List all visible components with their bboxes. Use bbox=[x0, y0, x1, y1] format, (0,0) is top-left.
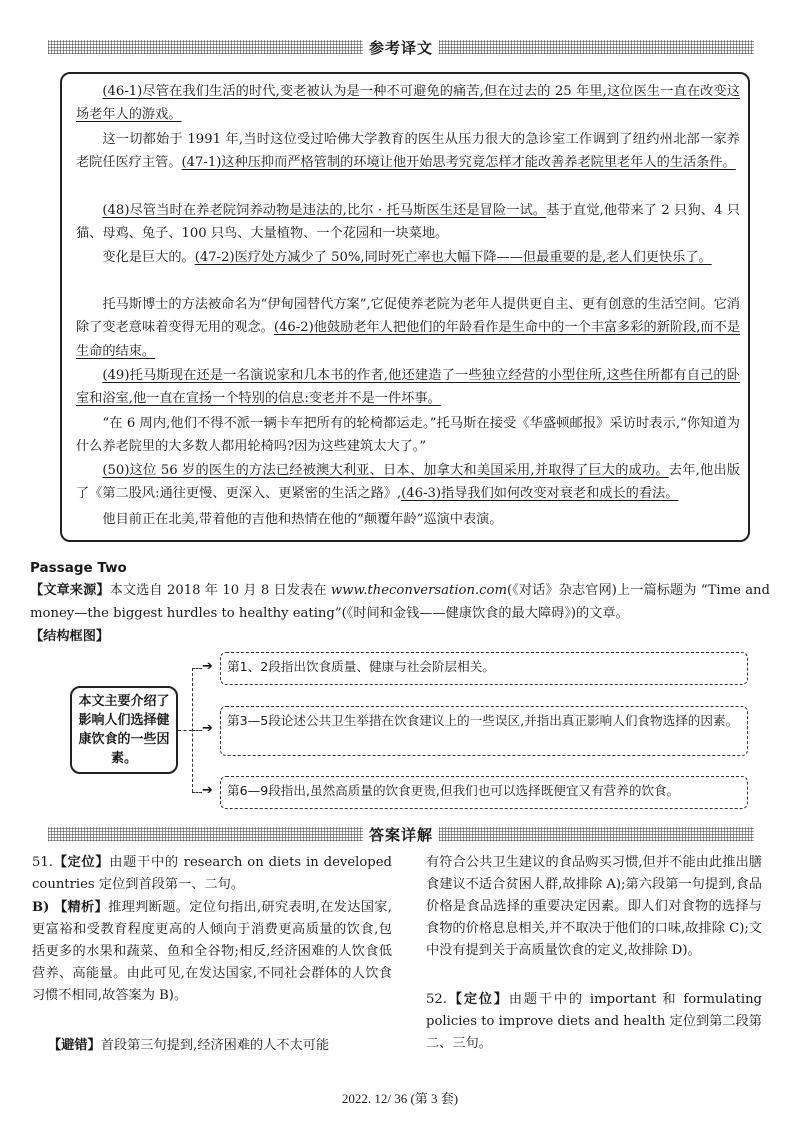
source-paragraph bbox=[30, 579, 770, 625]
source-text: 本文选自 2018 年 10 月 8 日发表在 bbox=[109, 583, 327, 598]
sentence: 他目前正在北美,带着他的吉他和热情在他的“颠覆年龄”巡演中表演。 bbox=[102, 512, 503, 527]
arrow-icon: ➔ bbox=[202, 659, 213, 674]
arrow-icon: ➔ bbox=[202, 721, 213, 736]
diagram-branch-1: 第1、2段指出饮食质量、健康与社会阶层相关。 bbox=[220, 652, 748, 685]
answer-text: 推理判断题。定位句指出,研究表明,在发达国家,更富裕和受教育程度更高的人倾向于消费更高质量的饮食,包括更多的水果和蔬菜、鱼和全谷物;相反,经济困难的人饮食低营养、高能量。由此可见,在发达国家,不同社会群体的人饮食习惯不相同,故答案为 B)。 bbox=[32, 900, 393, 1003]
structure-label: 【结构框图】 bbox=[30, 629, 110, 644]
source-title: “Time and money—the biggest hurdles to healthy eating”(《时间和金钱——健康饮食的最大障碍》)的文章。 bbox=[30, 583, 770, 621]
section-title: 答案详解 bbox=[369, 825, 434, 844]
underlined-sentence: (47-2)医疗处方减少了 50%,同时死亡率也大幅下降——但最重要的是,老人们更快乐了。 bbox=[194, 250, 712, 265]
sentence: 变化是巨大的。 bbox=[102, 250, 195, 265]
hatch-decoration bbox=[439, 40, 754, 54]
underlined-sentence: (48)尽管当时在养老院饲养动物是违法的,比尔 · 托马斯医生还是冒险一试。 bbox=[102, 203, 547, 218]
answer-51-analysis bbox=[32, 897, 392, 1007]
source-label: 【文章来源】 bbox=[30, 583, 110, 598]
diagram-branch-3: 第6—9段指出,虽然高质量的饮食更贵,但我们也可以选择既便宜又有营养的饮食。 bbox=[220, 776, 748, 809]
underlined-sentence: (46-2)他鼓励老年人把他们的年龄看作是生命中的一个丰富多彩的新阶段,而不是生命的结束。 bbox=[76, 320, 741, 359]
sentence: 基于直觉,他带来了 2 只狗、4 只猫、母鸡、兔子、100 只鸟、大量植物、一个花园和一块菜地。 bbox=[76, 203, 740, 242]
source-text: (《对话》杂志官网)上一篇标题为 bbox=[507, 583, 697, 598]
answer-text: 由题干中的 research on diets in developed countries 定位到首段第一、二句。 bbox=[32, 855, 392, 892]
question-number: 52. bbox=[426, 992, 447, 1007]
hatch-decoration bbox=[48, 40, 363, 54]
section-header-reference-translation bbox=[48, 36, 754, 58]
tag-locate: 【定位】 bbox=[446, 992, 509, 1007]
answer-51-locate bbox=[32, 852, 392, 896]
translation-paragraph-5 bbox=[76, 293, 740, 363]
connector-line bbox=[192, 668, 202, 669]
translation-paragraph-9 bbox=[76, 508, 740, 531]
answer-52-locate bbox=[426, 989, 762, 1055]
translation-paragraph-1 bbox=[76, 80, 740, 127]
underlined-sentence: (46-3)指导我们如何改变对衰老和成长的看法。 bbox=[401, 486, 679, 502]
diagram-summary-box: 本文主要介绍了影响人们选择健康饮食的一些因素。 bbox=[70, 686, 178, 774]
arrow-icon: ➔ bbox=[202, 783, 213, 798]
answer-text: 由题干中的 important 和 formulating policies to improve diets and health 定位到第二段第二、三句。 bbox=[426, 992, 763, 1051]
translation-paragraph-3 bbox=[76, 199, 740, 246]
sentence: 托马斯博士的方法被命名为“伊甸园替代方案”,它促使养老院为老年人提供更自主、更有创意的生活空间。它消除了变老意味着变得无用的观念。 bbox=[76, 297, 740, 336]
question-number: 51. bbox=[32, 855, 53, 870]
sentence: 去年,他出版了《第二股风:通往更慢、更深入、更紧密的生活之路》, bbox=[76, 463, 740, 502]
answer-letter: B) bbox=[32, 900, 50, 915]
sentence: 这一切都始于 1991 年,当时这位受过哈佛大学教育的医生从压力很大的急诊室工作调到了纽约州北部一家养老院任医疗主管。 bbox=[76, 132, 740, 171]
connector-line bbox=[178, 730, 192, 731]
section-title: 参考译文 bbox=[369, 38, 434, 57]
answer-text: 首段第三句提到,经济困难的人不太可能 bbox=[100, 1038, 330, 1053]
tag-pitfall: 【避错】 bbox=[48, 1038, 101, 1053]
source-site: www.theconversation.com bbox=[330, 583, 507, 598]
underlined-sentence: (47-1)这种压抑而严格管制的环境让他开始思考究竟怎样才能改善养老院里老年人的生活条件。 bbox=[181, 155, 736, 171]
answer-51-pitfall bbox=[48, 1035, 392, 1057]
connector-line bbox=[192, 730, 202, 731]
answer-51-continued: 有符合公共卫生建议的食品购买习惯,但并不能由此推出膳食建议不适合贫困人群,故排除 A);第六段第一句提到,食品价格是食品选择的重要决定因素。即人们对食物的选择与食物的价格息息相关,并不取决于他们的口味,故排除 C);文中没有提到关于高质量饮食的定义,故排除 D)。 bbox=[426, 855, 762, 958]
translation-paragraph-8 bbox=[76, 459, 740, 506]
translation-paragraph-6 bbox=[76, 364, 740, 411]
translation-paragraph-7 bbox=[76, 412, 740, 459]
translation-paragraph-2 bbox=[76, 128, 740, 175]
diagram-branch-2: 第3—5段论述公共卫生举措在饮食建议上的一些误区,并指出真正影响人们食物选择的因素。 bbox=[220, 706, 748, 756]
hatch-decoration bbox=[439, 827, 754, 841]
underlined-sentence: (50)这位 56 岁的医生的方法已经被澳大利亚、日本、加拿大和美国采用,并取得了巨大的成功。 bbox=[102, 463, 669, 478]
tag-analysis: 【精析】 bbox=[53, 900, 109, 915]
section-header-answer-details bbox=[48, 823, 754, 845]
page-footer: 2022. 12/ 36 (第 3 套) bbox=[341, 1091, 459, 1106]
sentence: “在 6 周内,他们不得不派一辆卡车把所有的轮椅都运走。”托马斯在接受《华盛顿邮报》采访时表示,“你知道为什么养老院里的大多数人都用轮椅吗?因为这些建筑太大了。” bbox=[76, 416, 740, 455]
tag-locate: 【定位】 bbox=[52, 855, 110, 870]
passage-heading: Passage Two bbox=[30, 560, 127, 576]
hatch-decoration bbox=[48, 827, 363, 841]
connector-line bbox=[192, 792, 202, 793]
underlined-sentence: (46-1)尽管在我们生活的时代,变老被认为是一种不可避免的痛苦,但在过去的 25 年里,这位医生一直在改变这场老年人的游戏。 bbox=[76, 84, 740, 123]
underlined-sentence: (49)托马斯现在还是一名演说家和几本书的作者,他还建造了一些独立经营的小型住所,这些住所都有自己的卧室和浴室,他一直在宣扬一个特别的信息:变老并不是一件坏事。 bbox=[76, 368, 740, 407]
translation-paragraph-4 bbox=[76, 246, 740, 269]
